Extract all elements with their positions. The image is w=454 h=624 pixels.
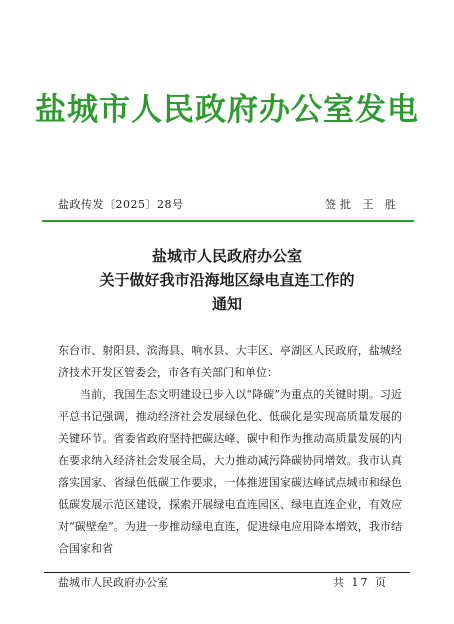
- document-title-line-1: 盐城市人民政府办公室: [151, 247, 302, 265]
- footer-office: 盐城市人民政府办公室: [58, 576, 168, 589]
- masthead-title: 盐城市人民政府办公室发电: [35, 92, 419, 128]
- signer-label: 签批 王 胜: [325, 198, 400, 211]
- document-title: [40, 244, 414, 316]
- body-paragraph: 当前，我国生态文明建设已步入以“降碳”为重点的关键时期。习近平总书记强调，推动经济社会发展绿色化、低碳化是实现高质量发展的关键环节。省委省政府坚持把碳达峰、碳中和作为推动高质量发展的内在要求纳入经济社会发展全局，大力推动减污降碳协同增效。我市认真落实国家、省绿色低碳工作要求，一体推进国家碳达峰试点城市和绿色低碳发展示范区建设，探索开展绿电直连园区、绿电直连企业，有效应对“碳壁垒”。为进一步推动绿电直连，促进绿电应用降本增效，我市结合国家和省: [58, 388, 402, 555]
- document-title-line-2: 关于做好我市沿海地区绿电直连工作的: [99, 271, 355, 289]
- document-title-line-3: 通知: [211, 295, 242, 313]
- page-footer: [58, 575, 398, 591]
- header-divider: [42, 220, 414, 222]
- footer-divider: [44, 572, 410, 573]
- doc-number: 盐政传发〔2025〕28号: [58, 198, 184, 211]
- recipients: 东台市、射阳县、滨海县、响水县、大丰区、亭湖区人民政府，盐城经济技术开发区管委会，市各有关部门和单位：: [58, 344, 402, 379]
- page-count: 共 17 页: [333, 576, 388, 589]
- document-body: [58, 340, 402, 560]
- doc-header-row: [58, 196, 400, 214]
